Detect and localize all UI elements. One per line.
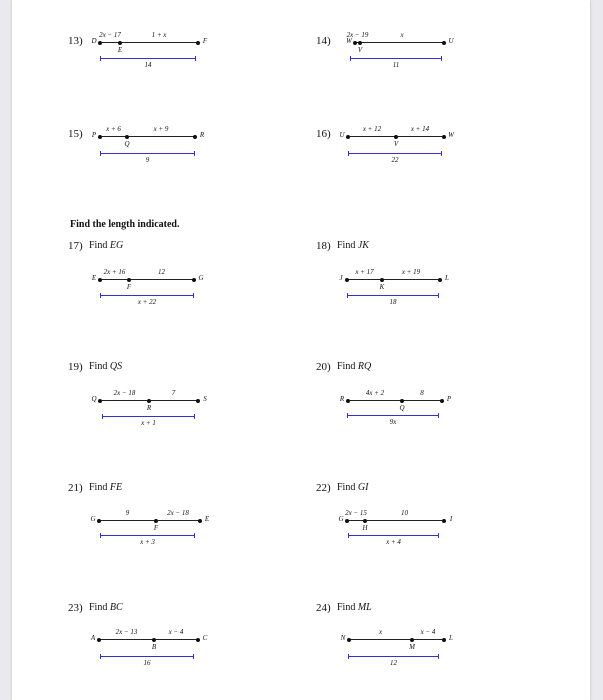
dimension-tick-right [194,533,195,538]
midpoint-dot [358,41,362,45]
segment-label-left: x [378,628,383,636]
problem-number: 23) [68,602,83,614]
dimension-tick-right [193,293,194,298]
total-length-label: 14 [144,61,152,69]
segment-line [355,42,444,43]
point-label-right: F [202,37,208,45]
problem-prompt [337,482,368,493]
point-label-mid: K [379,283,385,291]
prompt-target: EG [109,240,124,251]
total-dimension-line [348,656,439,657]
midpoint-dot [118,41,122,45]
segment-label-left: 9 [125,509,130,517]
segment-label-right: x + 14 [410,125,430,133]
total-length-label: x + 3 [140,538,155,546]
problem-prompt [337,240,369,251]
point-label-mid: M [409,643,415,651]
problem-number: 16) [316,128,331,140]
dimension-tick-left [348,654,349,659]
problem-number: 20) [316,361,331,373]
endpoint-dot-left [98,41,102,45]
total-dimension-line [100,58,196,59]
segment-label-right: x + 9 [153,125,169,133]
segment-line [100,279,194,280]
midpoint-dot [127,278,131,282]
problem-prompt [89,240,123,251]
problem-number: 14) [316,35,331,47]
segment-label-left: x + 6 [106,125,121,133]
dimension-tick-right [438,413,439,418]
endpoint-dot-right [438,278,442,282]
segment-label-left: 2x − 15 [345,509,367,517]
point-label-right: U [448,37,454,45]
point-label-left: A [90,634,96,642]
segment-label-right: x − 4 [168,628,184,636]
point-label-left: R [339,395,345,403]
segment-line [100,42,198,43]
dimension-tick-left [100,56,101,61]
endpoint-dot-right [442,135,446,139]
total-dimension-line [102,416,195,417]
worksheet-page [12,0,590,700]
dimension-tick-right [194,414,195,419]
problem-number: 15) [68,128,83,140]
segment-line [349,639,444,640]
prompt-verb: Find [89,602,108,613]
point-label-right: L [449,634,453,642]
segment-line [348,400,442,401]
point-label-mid: V [357,46,363,54]
endpoint-dot-left [346,135,350,139]
segment-label-left: x + 12 [362,125,382,133]
prompt-verb: Find [89,361,108,372]
midpoint-dot [152,638,156,642]
segment-label-left: 2x − 19 [346,31,369,39]
dimension-tick-left [100,151,101,156]
total-length-label: x + 1 [141,419,156,427]
prompt-verb: Find [337,482,356,493]
segment-label-left: 2x − 13 [115,628,138,636]
endpoint-dot-right [442,41,446,45]
segment-label-right: 10 [401,509,408,517]
segment-line [100,136,195,137]
endpoint-dot-right [442,519,446,523]
dimension-tick-right [193,654,194,659]
point-label-left: U [339,131,345,139]
segment-label-right: 2x − 18 [167,509,189,517]
dimension-tick-left [100,533,101,538]
segment-line [99,520,200,521]
prompt-verb: Find [337,602,356,613]
problem-prompt [89,361,122,372]
prompt-verb: Find [89,240,108,251]
point-label-mid: B [151,643,157,651]
total-length-label: 12 [390,659,397,667]
endpoint-dot-right [192,278,196,282]
point-label-mid: F [153,524,159,532]
point-label-right: W [448,131,454,139]
segment-line [347,279,440,280]
point-label-mid: F [126,283,132,291]
segment-label-left: 4x + 2 [365,389,385,397]
problem-number: 17) [68,240,83,252]
segment-label-right: x [400,31,404,39]
midpoint-dot [147,399,151,403]
endpoint-dot-right [193,135,197,139]
total-dimension-line [100,153,195,154]
point-label-right: G [198,274,204,282]
dimension-tick-right [438,654,439,659]
point-label-mid: E [117,46,123,54]
midpoint-dot [400,399,404,403]
point-label-mid: V [393,140,399,148]
point-label-mid: H [362,524,368,532]
prompt-target: ML [357,602,372,613]
midpoint-dot [394,135,398,139]
total-length-label: 9x [389,418,397,426]
endpoint-dot-left [97,638,101,642]
prompt-target: JK [357,240,369,251]
total-dimension-line [350,58,442,59]
segment-label-right: x + 19 [401,268,421,276]
total-dimension-line [347,295,439,296]
point-label-right: S [203,395,207,403]
problem-prompt [337,602,372,613]
total-length-label: x + 22 [137,298,157,306]
point-label-left: Q [91,395,97,403]
point-label-left: J [339,274,343,282]
endpoint-dot-left [346,399,350,403]
endpoint-dot-left [345,278,349,282]
prompt-target: GI [357,482,369,493]
endpoint-dot-right [442,638,446,642]
total-dimension-line [100,535,195,536]
total-length-label: x + 4 [386,538,401,546]
problem-number: 24) [316,602,331,614]
point-label-left: P [91,131,97,139]
dimension-tick-right [441,56,442,61]
dimension-tick-left [347,293,348,298]
problem-prompt [337,361,371,372]
point-label-left: D [91,37,97,45]
point-label-right: I [449,515,453,523]
midpoint-dot [363,519,367,523]
segment-label-left: 2x − 18 [113,389,136,397]
prompt-verb: Find [337,240,356,251]
dimension-tick-left [350,56,351,61]
endpoint-dot-left [98,135,102,139]
endpoint-dot-right [440,399,444,403]
section-heading: Find the length indicated. [70,219,180,230]
point-label-mid: R [146,404,152,412]
segment-label-left: 2x + 16 [103,268,126,276]
segment-label-right: 1 + x [151,31,167,39]
dimension-tick-right [194,151,195,156]
point-label-left: G [338,515,344,523]
segment-label-right: 7 [171,389,176,397]
midpoint-dot [380,278,384,282]
point-label-right: C [202,634,208,642]
point-label-left: E [91,274,97,282]
midpoint-dot [410,638,414,642]
endpoint-dot-left [97,519,101,523]
point-label-left: G [90,515,96,523]
segment-label-left: 2x − 17 [99,31,121,39]
problem-number: 21) [68,482,83,494]
total-length-label: 9 [145,156,150,164]
problem-prompt [89,482,122,493]
segment-label-right: 8 [420,389,424,397]
point-label-right: E [204,515,210,523]
point-label-mid: Q [124,140,130,148]
point-label-left: W [346,37,352,45]
prompt-verb: Find [89,482,108,493]
dimension-tick-left [102,414,103,419]
total-length-label: 11 [392,61,400,69]
dimension-tick-right [195,56,196,61]
point-label-right: L [445,274,449,282]
total-length-label: 16 [143,659,151,667]
problem-number: 19) [68,361,83,373]
endpoint-dot-right [196,638,200,642]
prompt-verb: Find [337,361,356,372]
total-dimension-line [100,295,194,296]
endpoint-dot-right [198,519,202,523]
problem-number: 13) [68,35,83,47]
total-dimension-line [347,415,439,416]
point-label-left: N [340,634,346,642]
dimension-tick-left [100,654,101,659]
endpoint-dot-left [353,41,357,45]
segment-label-right: 12 [158,268,165,276]
dimension-tick-right [438,293,439,298]
problem-number: 22) [316,482,331,494]
total-dimension-line [348,153,442,154]
prompt-target: RQ [357,361,372,372]
endpoint-dot-left [98,399,102,403]
dimension-tick-left [348,151,349,156]
point-label-right: P [446,395,452,403]
endpoint-dot-right [196,399,200,403]
prompt-target: QS [109,361,123,372]
problem-number: 18) [316,240,331,252]
dimension-tick-left [100,293,101,298]
endpoint-dot-left [345,519,349,523]
dimension-tick-right [441,151,442,156]
total-length-label: 18 [389,298,397,306]
segment-line [347,520,444,521]
dimension-tick-right [438,533,439,538]
endpoint-dot-right [196,41,200,45]
total-dimension-line [100,656,194,657]
segment-label-left: x + 17 [355,268,374,276]
endpoint-dot-left [347,638,351,642]
midpoint-dot [125,135,129,139]
problem-prompt [89,602,123,613]
point-label-mid: Q [399,404,405,412]
total-length-label: 22 [391,156,399,164]
segment-line [99,639,198,640]
endpoint-dot-left [98,278,102,282]
dimension-tick-left [347,413,348,418]
total-dimension-line [348,535,439,536]
midpoint-dot [154,519,158,523]
prompt-target: BC [109,602,123,613]
point-label-right: R [199,131,205,139]
dimension-tick-left [348,533,349,538]
segment-label-right: x − 4 [420,628,436,636]
prompt-target: FE [109,482,123,493]
